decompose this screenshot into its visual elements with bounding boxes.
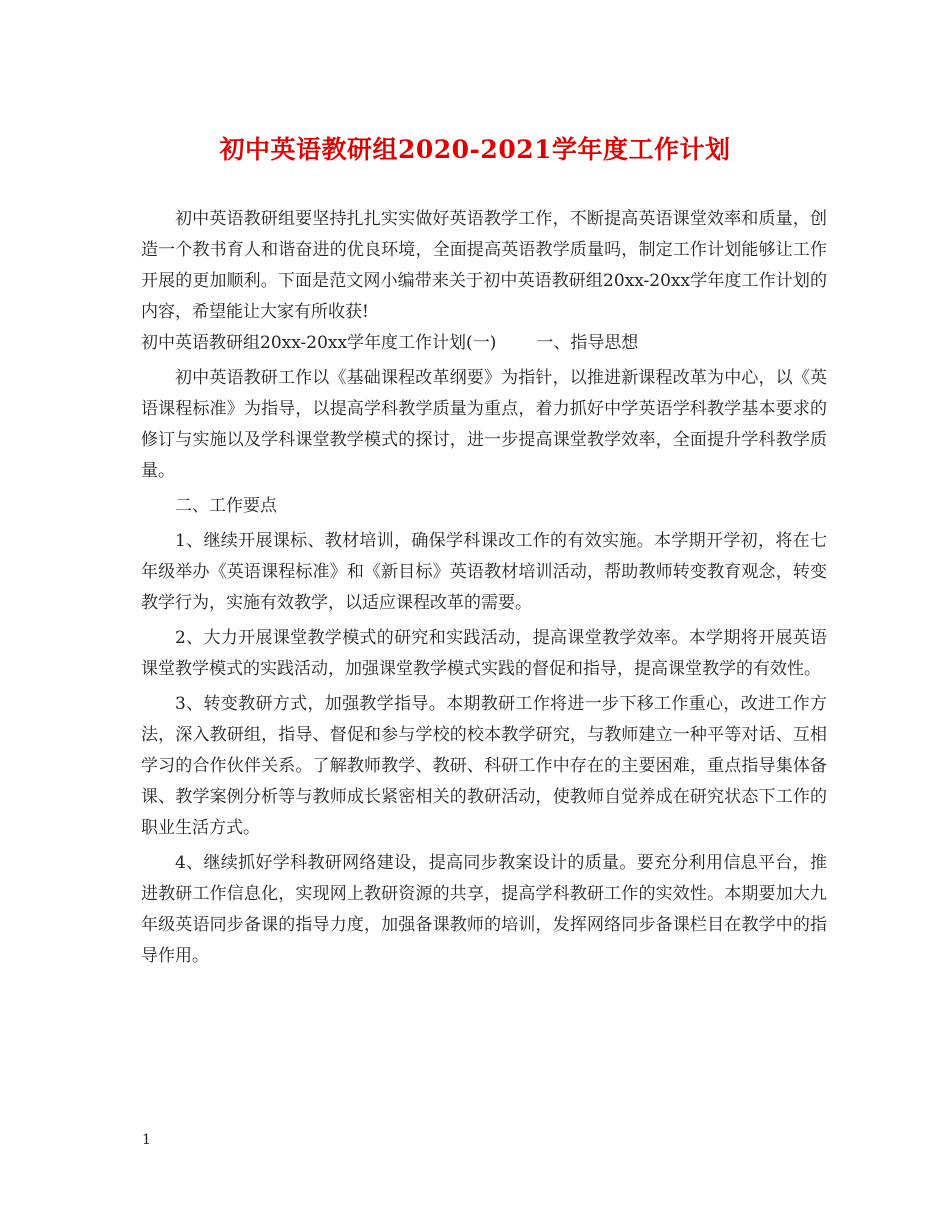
page-number: 1: [142, 1132, 151, 1148]
document-body: [141, 204, 827, 976]
point-paragraph-4: 4、继续抓好学科教研网络建设，提高同步教案设计的质量。要充分利用信息平台，推进教研工作信息化，实现网上教研资源的共享，提高学科教研工作的实效性。本期要加大九年级英语同步备课的指导力度，加强备课教师的培训，发挥网络同步备课栏目在教学中的指导作用。: [141, 853, 827, 966]
plan-heading: 初中英语教研组20xx-20xx学年度工作计划(一): [141, 333, 497, 353]
document-title: 初中英语教研组2020-2021学年度工作计划: [219, 135, 731, 164]
point-paragraph-2: 2、大力开展课堂教学模式的研究和实践活动，提高课堂教学效率。本学期将开展英语课堂教学模式的实践活动，加强课堂教学模式实践的督促和指导，提高课堂教学的有效性。: [141, 628, 827, 679]
section2-heading: 二、工作要点: [175, 496, 277, 516]
point-paragraph-1: 1、继续开展课标、教材培训，确保学科课改工作的有效实施。本学期开学初，将在七年级举办《英语课程标准》和《新目标》英语教材培训活动，帮助教师转变教育观念，转变教学行为，实施有效教学，以适应课程改革的需要。: [141, 531, 827, 613]
intro-paragraph: 初中英语教研组要坚持扎扎实实做好英语教学工作，不断提高英语课堂效率和质量，创造一个教书育人和谐奋进的优良环境，全面提高英语教学质量吗，制定工作计划能够让工作开展的更加顺利。下面是范文网小编带来关于初中英语教研组20xx-20xx学年度工作计划的内容，希望能让大家有所收获!: [141, 209, 827, 322]
plan-heading-line: [141, 328, 827, 359]
section1-heading: 一、指导思想: [536, 333, 639, 353]
section1-paragraph: 初中英语教研工作以《基础课程改革纲要》为指针，以推进新课程改革为中心，以《英语课程标准》为指导，以提高学科教学质量为重点，着力抓好中学英语学科教学基本要求的修订与实施以及学科课堂教学模式的探讨，进一步提高课堂教学效率，全面提升学科教学质量。: [141, 368, 827, 481]
point-paragraph-3: 3、转变教研方式，加强教学指导。本期教研工作将进一步下移工作重心，改进工作方法，深入教研组，指导、督促和参与学校的校本教学研究，与教师建立一种平等对话、互相学习的合作伙伴关系。了解教师教学、教研、科研工作中存在的主要困难，重点指导集体备课、教学案例分析等与教师成长紧密相关的教研活动，使教师自觉养成在研究状态下工作的职业生活方式。: [141, 694, 827, 838]
